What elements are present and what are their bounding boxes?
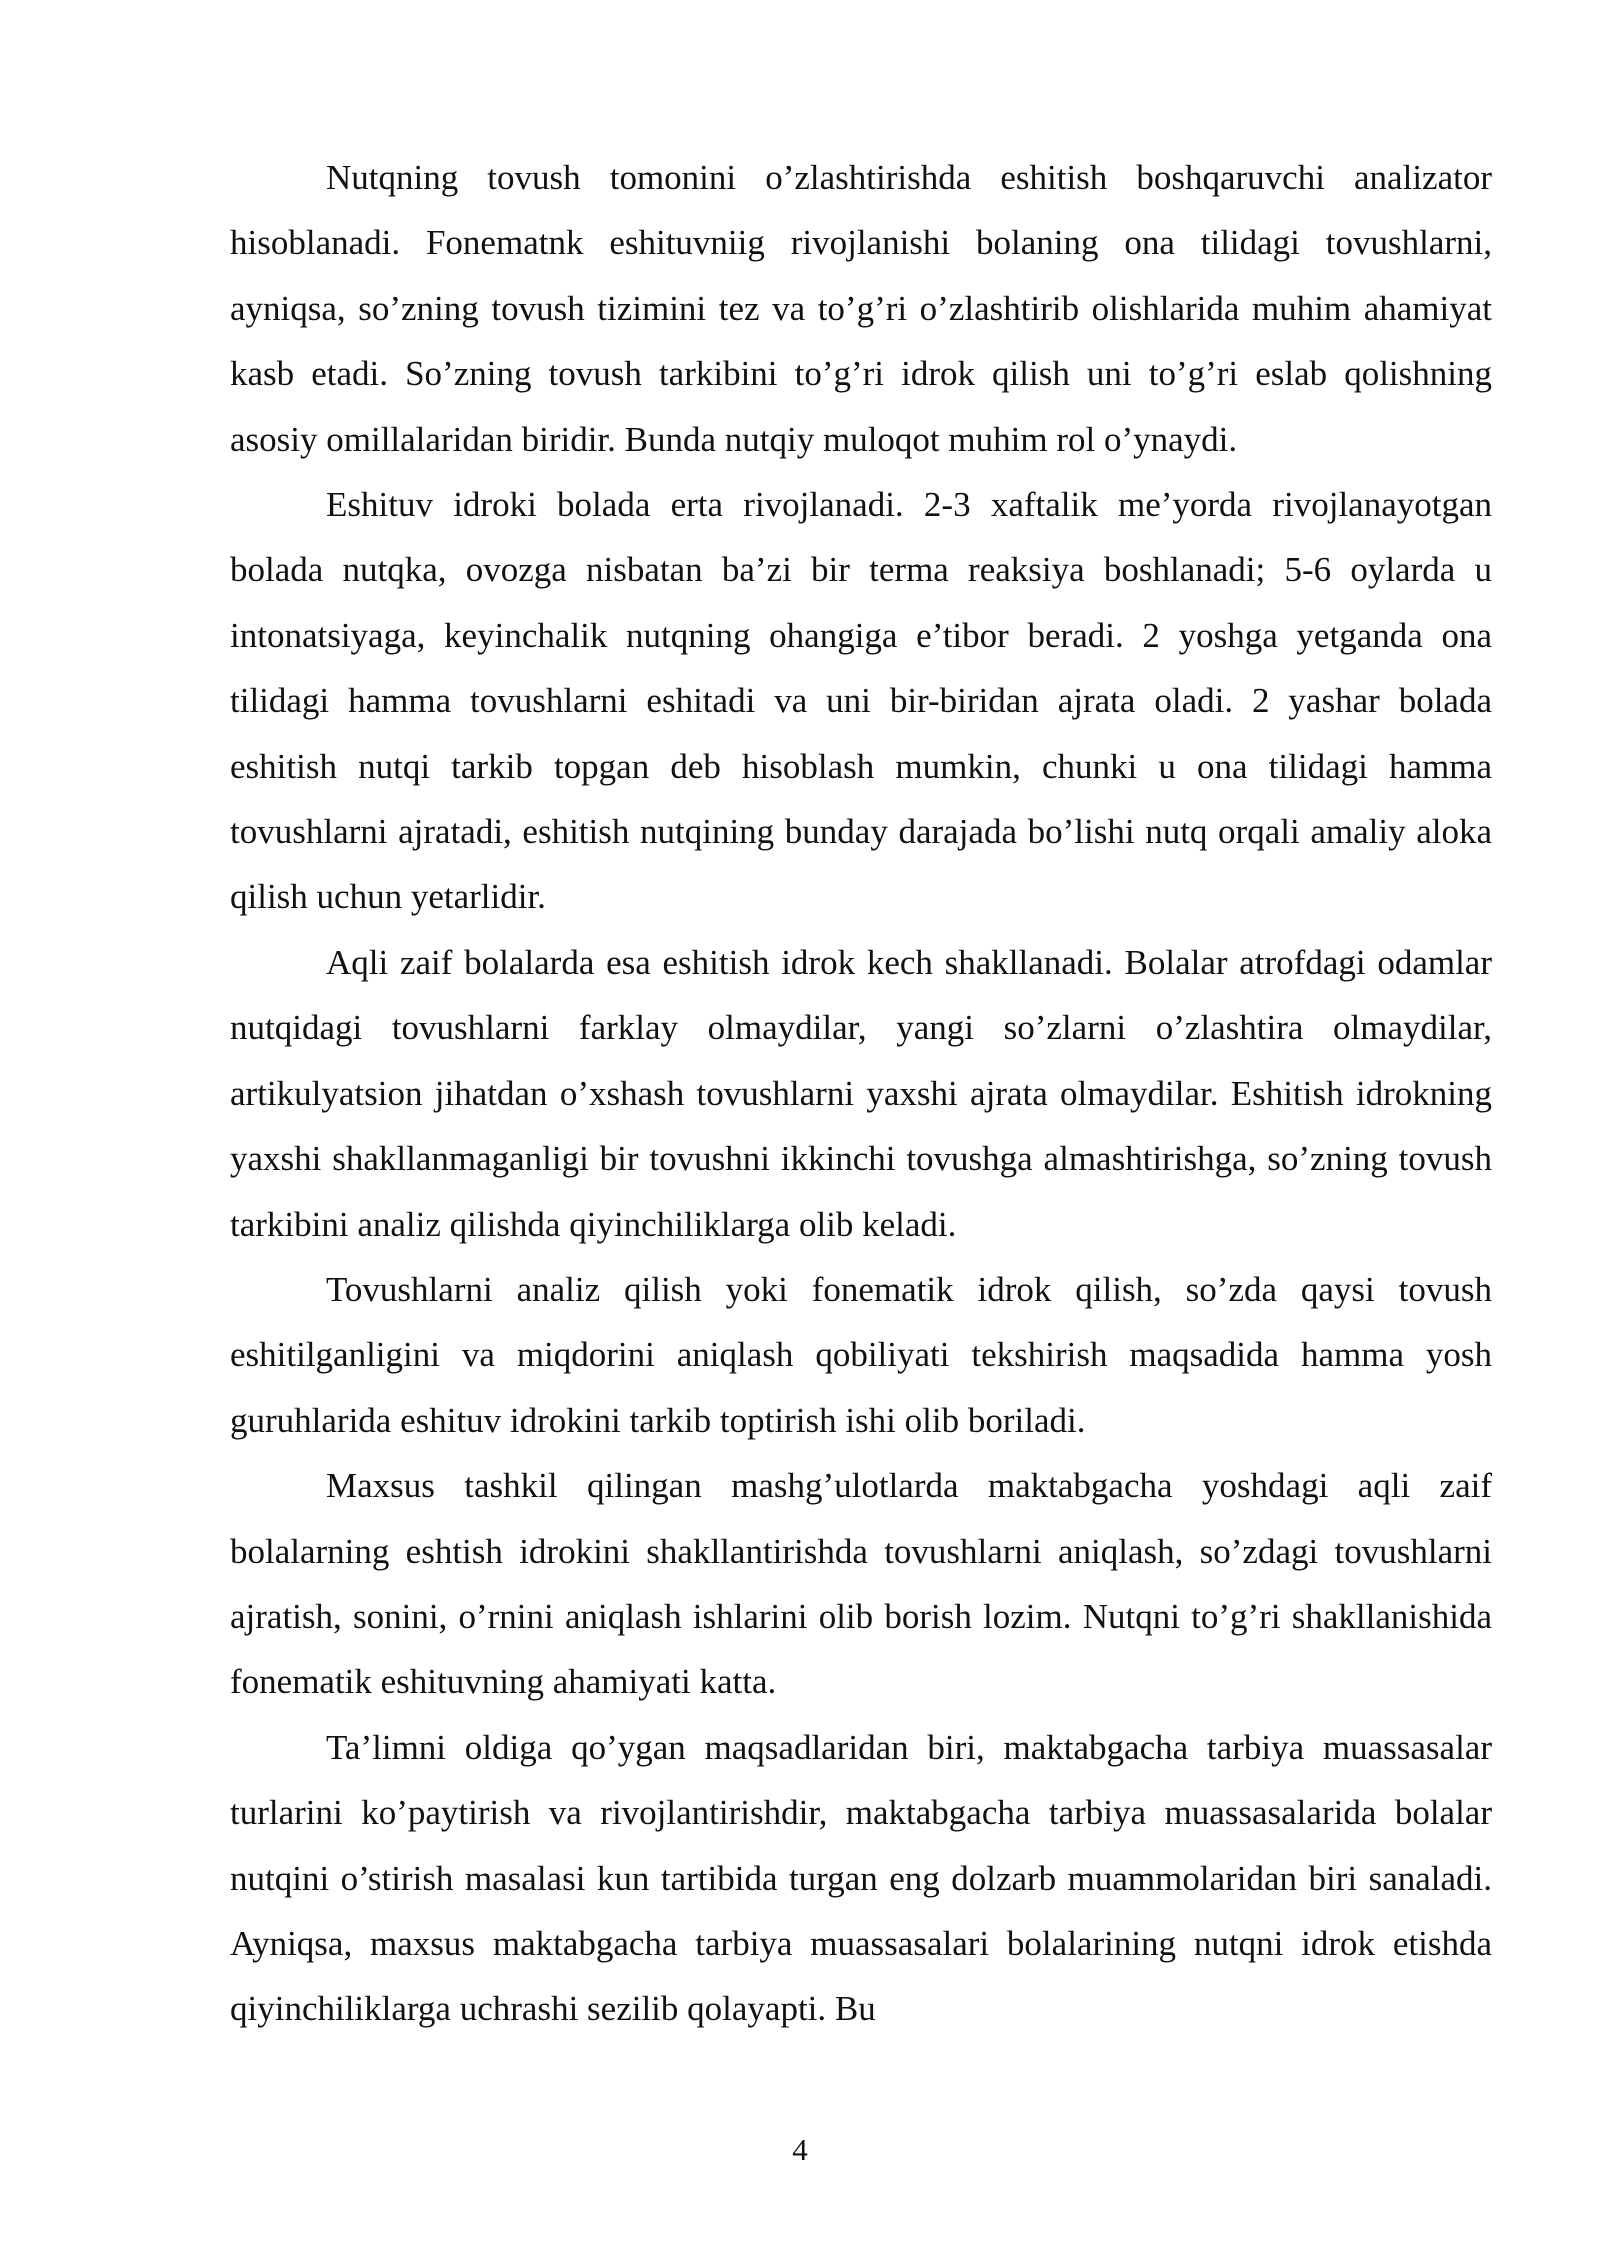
paragraph: Nutqning tovush tomonini o’zlashtirishda eshitish boshqaruvchi analizator hisoblanadi. Fonematnk eshituvniig rivojlanishi bolaning ona tilidagi tovushlarni, ayniqsa, so’zning tovush tizimini tez va to’g’ri o’zlashtirib olishlarida muhim ahamiyat kasb etadi. So’zning tovush tarkibini to’g’ri idrok qilish uni to’g’ri eslab qolishning asosiy omillalaridan biridir. Bunda nutqiy muloqot muhim rol o’ynaydi. [230,158,1492,459]
paragraph: Aqli zaif bolalarda esa eshitish idrok kech shakllanadi. Bolalar atrofdagi odamlar nutqidagi tovushlarni farklay olmaydilar, yangi so’zlarni o’zlashtira olmaydilar, artikulyatsion jihatdan o’xshash tovushlarni yaxshi ajrata olmaydilar. Eshitish idrokning yaxshi shakllanmaganligi bir tovushni ikkinchi tovushga almashtirishga, so’zning tovush tarkibini analiz qilishda qiyinchiliklarga olib keladi. [230,942,1492,1244]
body-text [230,145,1492,2042]
paragraph: Tovushlarni analiz qilish yoki fonematik idrok qilish, so’zda qaysi tovush eshitilganligini va miqdorini aniqlash qobiliyati tekshirish maqsadida hamma yosh guruhlarida eshituv idrokini tarkib toptirish ishi olib boriladi. [230,1269,1492,1440]
paragraph: Maxsus tashkil qilingan mashg’ulotlarda maktabgacha yoshdagi aqli zaif bolalarning eshtish idrokini shakllantirishda tovushlarni aniqlash, so’zdagi tovushlarni ajratish, sonini, o’rnini aniqlash ishlarini olib borish lozim. Nutqni to’g’ri shakllanishida fonematik eshituvning ahamiyati katta. [230,1466,1492,1702]
page-number: 4 [792,2132,808,2167]
paragraph: Eshituv idroki bolada erta rivojlanadi. 2-3 xaftalik me’yorda rivojlanayotgan bolada nutqka, ovozga nisbatan ba’zi bir terma reaksiya boshlanadi; 5-6 oylarda u intonatsiyaga, keyinchalik nutqning ohangiga e’tibor beradi. 2 yoshga yetganda ona tilidagi hamma tovushlarni eshitadi va uni bir-biridan ajrata oladi. 2 yashar bolada eshitish nutqi tarkib topgan deb hisoblash mumkin, chunki u ona tilidagi hamma tovushlarni ajratadi, eshitish nutqining bunday darajada bo’lishi nutq orqali amaliy aloka qilish uchun yetarlidir. [230,485,1492,917]
paragraph: Ta’limni oldiga qo’ygan maqsadlaridan biri, maktabgacha tarbiya muassasalar turlarini ko’paytirish va rivojlantirishdir, maktabgacha tarbiya muassasalarida bolalar nutqini o’stirish masalasi kun tartibida turgan eng dolzarb muammolaridan biri sanaladi. Ayniqsa, maxsus maktabgacha tarbiya muassasalari bolalarining nutqni idrok etishda qiyinchiliklarga uchrashi sezilib qolayapti. Bu [230,1727,1492,2029]
